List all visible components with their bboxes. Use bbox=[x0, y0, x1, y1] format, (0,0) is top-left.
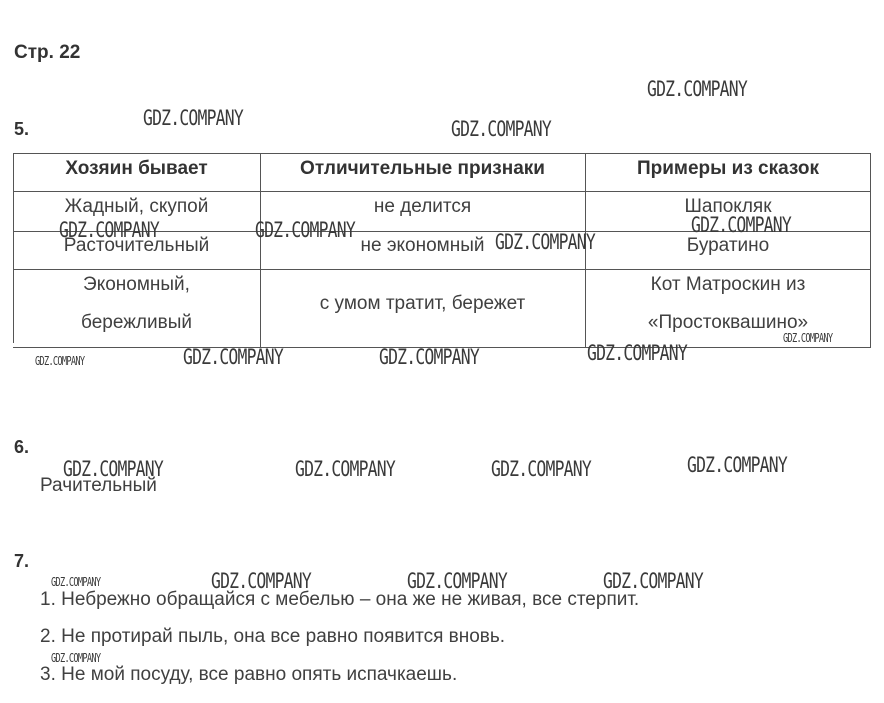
watermark: GDZ.COMPANY bbox=[51, 651, 101, 665]
watermark: GDZ.COMPANY bbox=[603, 569, 703, 593]
table-row-divider bbox=[13, 269, 871, 270]
table-cell-sign: не экономный bbox=[360, 235, 485, 256]
table-cell-type: Жадный, скупой bbox=[64, 196, 209, 217]
table-cell-type: Расточительный bbox=[63, 235, 210, 256]
watermark: GDZ.COMPANY bbox=[59, 218, 159, 242]
table-header-divider bbox=[13, 191, 871, 192]
watermark: GDZ.COMPANY bbox=[211, 569, 311, 593]
table-cell-example: Буратино bbox=[686, 235, 770, 256]
watermark: GDZ.COMPANY bbox=[451, 117, 551, 141]
task-6-answer: Рачительный bbox=[40, 475, 157, 496]
table-header-owner: Хозяин бывает bbox=[65, 158, 208, 179]
table-cell-type: бережливый bbox=[81, 312, 192, 333]
watermark: GDZ.COMPANY bbox=[51, 575, 101, 589]
watermark: GDZ.COMPANY bbox=[63, 457, 163, 481]
table-cell-sign: не делится bbox=[373, 196, 472, 217]
task-7-item: 2. Не протирай пыль, она все равно появится вновь. bbox=[40, 626, 506, 647]
watermark: GDZ.COMPANY bbox=[783, 331, 833, 345]
watermark: GDZ.COMPANY bbox=[687, 453, 787, 477]
answer-table bbox=[13, 153, 871, 348]
watermark: GDZ.COMPANY bbox=[587, 341, 687, 365]
task-6-number: 6. bbox=[14, 437, 30, 457]
watermark: GDZ.COMPANY bbox=[143, 106, 243, 130]
task-7-item: 3. Не мой посуду, все равно опять испачкаешь. bbox=[40, 664, 458, 685]
table-cell-example: «Простоквашино» bbox=[647, 312, 809, 333]
watermark: GDZ.COMPANY bbox=[495, 230, 595, 254]
watermark: GDZ.COMPANY bbox=[183, 345, 283, 369]
task-5-number: 5. bbox=[14, 119, 30, 139]
table-header-examples: Примеры из сказок bbox=[636, 158, 820, 179]
table-border-top bbox=[13, 153, 871, 154]
watermark: GDZ.COMPANY bbox=[491, 457, 591, 481]
watermark: GDZ.COMPANY bbox=[295, 457, 395, 481]
watermark: GDZ.COMPANY bbox=[647, 77, 747, 101]
table-cell-sign: с умом тратит, бережет bbox=[319, 293, 526, 314]
table-header-signs: Отличительные признаки bbox=[300, 158, 545, 179]
task-7-item: 1. Небрежно обращайся с мебелью – она же не живая, все стерпит. bbox=[40, 589, 640, 610]
watermark: GDZ.COMPANY bbox=[35, 354, 85, 368]
watermark: GDZ.COMPANY bbox=[407, 569, 507, 593]
watermark: GDZ.COMPANY bbox=[255, 218, 355, 242]
table-cell-example: Кот Матроскин из bbox=[650, 274, 806, 295]
page-title: Стр. 22 bbox=[14, 42, 81, 63]
table-cell-example: Шапокляк bbox=[684, 196, 772, 217]
watermark: GDZ.COMPANY bbox=[379, 345, 479, 369]
table-cell-type: Экономный, bbox=[83, 274, 190, 295]
watermark: GDZ.COMPANY bbox=[691, 213, 791, 237]
task-7-number: 7. bbox=[14, 551, 30, 571]
